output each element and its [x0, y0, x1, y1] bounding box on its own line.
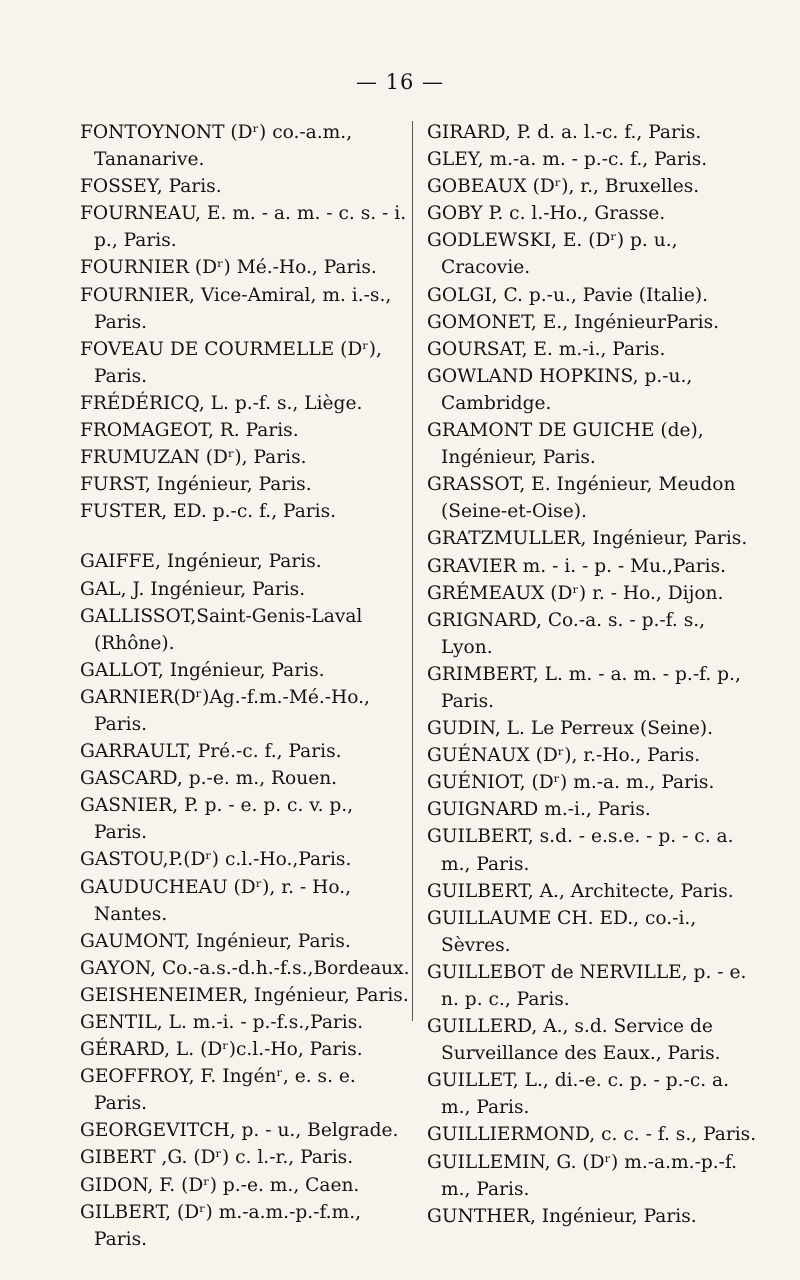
- directory-entry: GUILBERT, s.d. - e.s.e. - p. - c. a. m., Paris.: [427, 826, 734, 875]
- directory-entry: GRIMBERT, L. m. - a. m. - p.-f. p., Paris.: [427, 663, 741, 712]
- directory-entry: GRATZMULLER, Ingénieur, Paris.: [427, 528, 748, 550]
- directory-entry: GILBERT, (Dʳ) m.-a.m.-p.-f.m., Paris.: [80, 1201, 362, 1250]
- directory-entry: GRASSOT, E. Ingénieur, Meudon (Seine-et-Oise).: [427, 474, 736, 523]
- directory-entry: GRAVIER m. - i. - p. - Mu.,Paris.: [427, 555, 727, 577]
- directory-entry: GUILLERD, A., s.d. Service de Surveillance des Eaux., Paris.: [427, 1016, 721, 1065]
- directory-entry: GARRAULT, Pré.-c. f., Paris.: [80, 741, 342, 763]
- directory-entry: FURST, Ingénieur, Paris.: [80, 474, 312, 496]
- directory-entry: GAL, J. Ingénieur, Paris.: [80, 578, 306, 600]
- directory-entry: GAUDUCHEAU (Dʳ), r. - Ho., Nantes.: [80, 876, 352, 925]
- directory-entry: GOBY P. c. l.-Ho., Grasse.: [427, 203, 666, 225]
- directory-entry: GUILLIERMOND, c. c. - f. s., Paris.: [427, 1124, 757, 1146]
- directory-entry: FOURNEAU, E. m. - a. m. - c. s. - i. p., Paris.: [80, 203, 407, 252]
- directory-entry: GENTIL, L. m.-i. - p.-f.s.,Paris.: [80, 1012, 364, 1033]
- directory-entry: FOVEAU DE COURMELLE (Dʳ), Paris.: [80, 338, 382, 387]
- directory-entry: GALLISSOT,Saint-Genis-Laval (Rhône).: [80, 605, 363, 654]
- directory-entry: FOURNIER, Vice-Amiral, m. i.-s., Paris.: [80, 284, 392, 333]
- directory-entry: GIRARD, P. d. a. l.-c. f., Paris.: [427, 122, 702, 143]
- directory-entry: GUILLAUME CH. ED., co.-i., Sèvres.: [427, 907, 697, 956]
- directory-entry: GOURSAT, E. m.-i., Paris.: [427, 338, 666, 360]
- directory-entry: FONTOYNONT (Dʳ) co.-a.m., Tananarive.: [80, 122, 353, 171]
- directory-entry: GÉRARD, L. (Dʳ)c.l.-Ho, Paris.: [80, 1039, 363, 1061]
- directory-entry: FOURNIER (Dʳ) Mé.-Ho., Paris.: [80, 257, 377, 279]
- directory-entry: GASNIER, P. p. - e. p. c. v. p., Paris.: [80, 795, 354, 844]
- directory-entry: GODLEWSKI, E. (Dʳ) p. u., Cracovie.: [427, 230, 678, 279]
- directory-entry: GEORGEVITCH, p. - u., Belgrade.: [80, 1120, 399, 1142]
- directory-entry: GASTOU,P.(Dʳ) c.l.-Ho.,Paris.: [80, 849, 352, 871]
- directory-entry: GOWLAND HOPKINS, p.-u., Cambridge.: [427, 365, 693, 414]
- entry-group-g: [80, 548, 412, 1252]
- page-number: — 16 —: [355, 70, 445, 94]
- directory-entry: GEOFFROY, F. Ingénʳ, e. s. e. Paris.: [80, 1066, 356, 1115]
- directory-entry: GAYON, Co.-a.s.-d.h.-f.s.,Bordeaux.: [80, 957, 410, 979]
- directory-entry: GRIGNARD, Co.-a. s. - p.-f. s., Lyon.: [427, 609, 706, 658]
- entry-group-f: [80, 119, 412, 525]
- section-gap: [80, 525, 412, 548]
- directory-entry: GUILLET, L., di.-e. c. p. - p.-c. a. m., Paris.: [427, 1070, 730, 1119]
- directory-entry: GOLGI, C. p.-u., Pavie (Italie).: [427, 284, 708, 306]
- directory-entry: FRUMUZAN (Dʳ), Paris.: [80, 447, 307, 469]
- directory-entry: FROMAGEOT, R. Paris.: [80, 420, 299, 442]
- directory-entry: GLEY, m.-a. m. - p.-c. f., Paris.: [427, 149, 708, 171]
- directory-entry: GIDON, F. (Dʳ) p.-e. m., Caen.: [80, 1174, 360, 1196]
- directory-entry: GUÉNIOT, (Dʳ) m.-a. m., Paris.: [427, 772, 715, 794]
- directory-entry: GEISHENEIMER, Ingénieur, Paris.: [80, 984, 409, 1006]
- directory-entry: GALLOT, Ingénieur, Paris.: [80, 659, 325, 681]
- directory-entry: GUIGNARD m.-i., Paris.: [427, 799, 651, 821]
- directory-entry: GUILLEBOT de NERVILLE, p. - e. n. p. c., Paris.: [427, 961, 747, 1010]
- directory-entry: GOMONET, E., IngénieurParis.: [427, 311, 720, 333]
- directory-entry: GUILBERT, A., Architecte, Paris.: [427, 880, 734, 902]
- entry-group-g-continued: [427, 119, 759, 1230]
- directory-entry: GOBEAUX (Dʳ), r., Bruxelles.: [427, 176, 700, 198]
- directory-entry: GUÉNAUX (Dʳ), r.-Ho., Paris.: [427, 745, 701, 767]
- directory-entry: GARNIER(Dʳ)Ag.-f.m.-Mé.-Ho., Paris.: [80, 686, 370, 735]
- directory-entry: GASCARD, p.-e. m., Rouen.: [80, 768, 338, 790]
- directory-entry: GRAMONT DE GUICHE (de), Ingénieur, Paris.: [427, 420, 704, 469]
- directory-entry: GIBERT ,G. (Dʳ) c. l.-r., Paris.: [80, 1147, 354, 1169]
- directory-entry: GAUMONT, Ingénieur, Paris.: [80, 930, 351, 952]
- directory-entry: GUILLEMIN, G. (Dʳ) m.-a.m.-p.-f. m., Paris.: [427, 1151, 738, 1200]
- directory-entry: FUSTER, ED. p.-c. f., Paris.: [80, 501, 337, 523]
- left-column: [80, 119, 412, 1253]
- directory-entry: GUNTHER, Ingénieur, Paris.: [427, 1205, 697, 1227]
- directory-entry: FRÉDÉRICQ, L. p.-f. s., Liège.: [80, 392, 363, 414]
- directory-entry: FOSSEY, Paris.: [80, 176, 222, 198]
- right-column: [427, 119, 759, 1230]
- directory-entry: GAIFFE, Ingénieur, Paris.: [80, 551, 322, 573]
- directory-entry: GRÉMEAUX (Dʳ) r. - Ho., Dijon.: [427, 582, 724, 604]
- directory-entry: GUDIN, L. Le Perreux (Seine).: [427, 718, 714, 740]
- column-divider: [412, 121, 413, 1021]
